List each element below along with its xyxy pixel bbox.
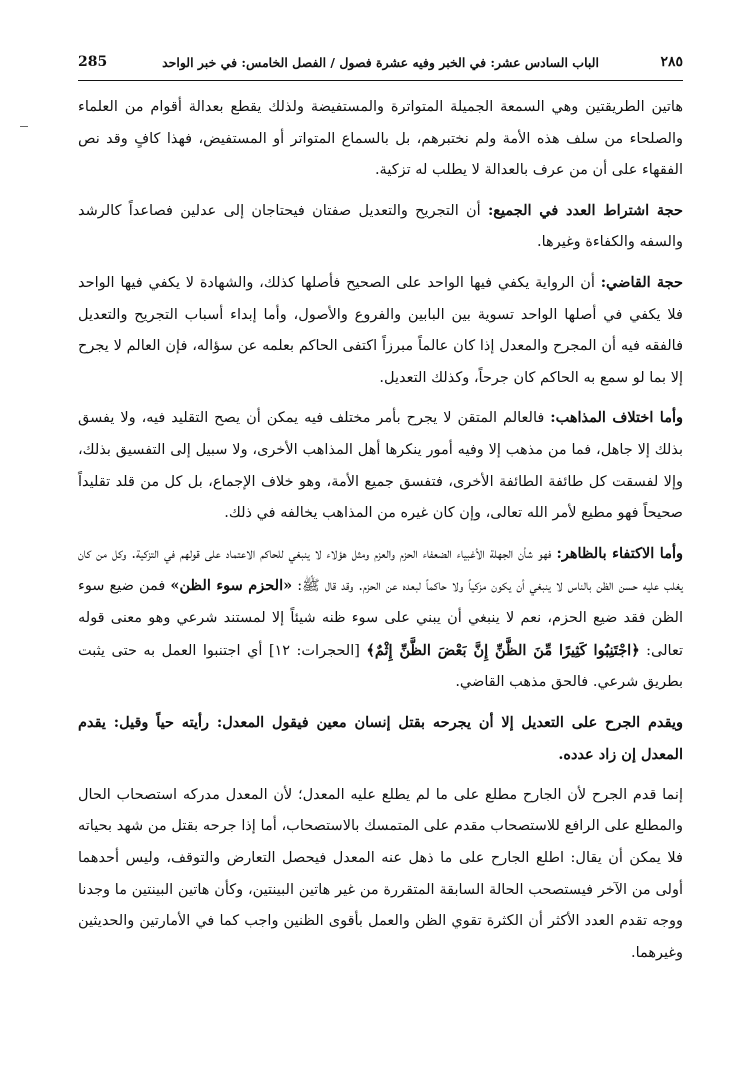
paragraph-2 (78, 195, 683, 259)
verse-reference: [الحجرات: ١٢] (268, 642, 367, 659)
page-number-arabic: ٢٨٥ (660, 54, 683, 70)
running-title: الباب السادس عشر: في الخبر وفيه عشرة فصول / الفصل الخامس: في خبر الواحد (162, 55, 599, 70)
paragraph-5-text-a: فهو شأن الجهلة الأغبياء الضعفاء الحزم والعزم ومثل هؤلاء لا ينبغي للحاكم الاعتماد على قولهم في التزكية. وكل من كان يغلب عليه حسن الظن بالناس لا ينبغي أن يكون مزكياً ولا حاكماً لبعده عن الحزم. وقد قال ﷺ: (78, 545, 683, 595)
rule-statement (78, 707, 683, 772)
section-heading-apparent-sufficiency: وأما الاكتفاء بالظاهر: (556, 544, 683, 562)
paragraph-4 (78, 402, 683, 529)
hadith-quote: «الحزم سوء الظن» (170, 577, 293, 595)
section-heading-number-requirement: حجة اشتراط العدد في الجميع: (487, 201, 683, 219)
paragraph-1: هاتين الطريقتين وهي السمعة الجميلة المتواترة والمستفيضة ولذلك يقطع بعدالة أقوام من العلماء والصلحاء من سلف هذه الأمة ولم نختبرهم، بل بالسماع المتواتر أو المستفيض، فهذا كافٍ وقد نص الفقهاء على أن من عرف بالعدالة لا يطلب له تزكية. (78, 99, 683, 179)
paragraph-5 (78, 538, 683, 699)
quran-verse: ﴿اجْتَنِبُوا كَثِيرًا مِّنَ الظَّنِّ إِنَّ بَعْضَ الظَّنِّ إِثْمٌ﴾ (366, 641, 640, 659)
paragraph-4-text: فالعالم المتقن لا يجرح بأمر مختلف فيه يمكن أن يصح التقليد فيه، ولا يفسق بذلك إلا جاهل، فما من مذهب إلا وفيه أمور ينكرها أهل المذاهب الأخرى، ولا سبيل إلى التفسيق بذلك، وإلا لفسقت كل طائفة الطائفة الأخرى، فتفسق جميع الأمة، وهو خلاف الإجماع، بل كل من قلد تقليداً صحيحاً فهو مطيع لأمر الله تعالى، وإن كان غيره من المذاهب يخالفه في ذلك. (78, 410, 683, 522)
section-heading-madhhab-difference: وأما اختلاف المذاهب: (550, 409, 683, 427)
rule-statement-text: ويقدم الجرح على التعديل إلا أن يجرحه بقتل إنسان معين فيقول المعدل: رأيته حياً وقيل: يقدم المعدل إن زاد عدده. (78, 713, 683, 764)
page-header (78, 52, 683, 81)
paragraph-7: إنما قدم الجرح لأن الجارح مطلع على ما لم يطلع عليه المعدل؛ لأن المعدل مدركه استصحاب الحال والمطلع على الرافع للاستصحاب مقدم على المتمسك بالاستصحاب، أما إذا جرحه بقتل من شهد بحياته فلا يمكن أن يقال: اطلع الجارح على ما ذهل عنه المعدل فيحصل التعارض والتوقف، وليس أحدهما أولى من الآخر فيستصحب الحالة السابقة المتقررة من غير هاتين البينتين، وكأن هاتين البينتين ما وجدنا ووجه تقدم العدد الأكثر أن الكثرة تقوي الظن والعمل بأقوى الظنين واجب كما في الأمارتين والحديثين وغيرهما. (78, 786, 683, 961)
paragraph-2-text: أن التجريح والتعديل صفتان فيحتاجان إلى عدلين فصاعداً كالرشد والسفه والكفاءة وغيرها. (78, 202, 683, 251)
margin-mark (20, 126, 28, 127)
paragraph-5-text-b: فمن ضيع سوء الظن فقد ضيع الحزم، نعم لا ينبغي أن يبني على سوء ظنه شيئاً إلا لمستند شرعي وهو معنى قوله تعالى: (78, 578, 683, 659)
paragraph-5-text-c: أي اجتنبوا العمل به حتى يثبت بطريق شرعي. فالحق مذهب القاضي. (78, 642, 683, 691)
section-heading-qadi-argument: حجة القاضي: (600, 273, 683, 291)
paragraph-3 (78, 267, 683, 394)
page-body (78, 92, 683, 1062)
page-number: 285 (78, 54, 108, 70)
paragraph-3-text: أن الرواية يكفي فيها الواحد على الصحيح فأصلها كذلك، والشهادة لا يكفي فيها الواحد فلا يكفي في أصلها الواحد تسوية بين البابين والفروع والأصول، وأما إبداء أسباب التجريح والتعديل فالفقه فيه أن المجرح والمعدل إذا كان عالماً مبرزاً اكتفى الحاكم بعلمه عن سؤاله، فإن العالم لا يجرح إلا بما لو سمع به الحاكم كان جرحاً، وكذلك التعديل. (78, 274, 683, 386)
